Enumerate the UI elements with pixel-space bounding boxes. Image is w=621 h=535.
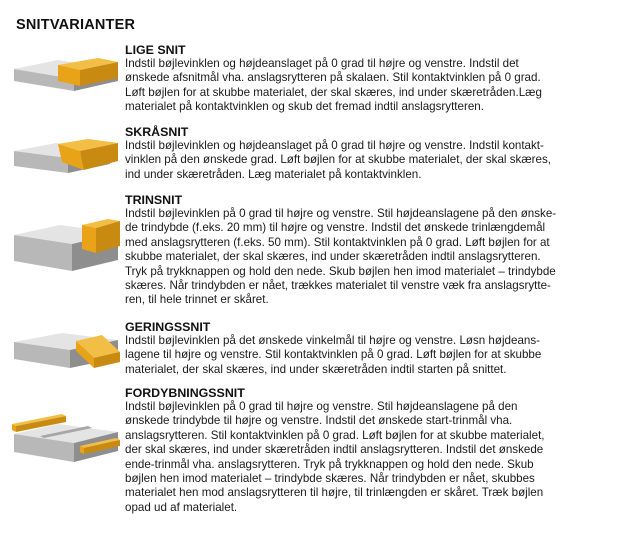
bevel-cut-icon: [10, 137, 122, 179]
recess-cut-icon: [10, 406, 122, 466]
text-line: de trindybde (f.eks. 20 mm) til højre og venstre. Indstil det ønskede trinlængdemål: [125, 221, 546, 235]
section-heading: GERINGSSNIT: [125, 320, 211, 334]
text-line: ren, til hele trinnet er skåret.: [125, 293, 269, 307]
text-line: bøjlen hen imod materialet – trindybde skæres. Når trindybden er nået, skubbes: [125, 472, 535, 486]
section-heading: FORDYBNINGSSNIT: [125, 386, 245, 400]
text-line: skubbe materialet, der skal skæres, ind under skæretråden indtil anslagsrytteren.: [125, 250, 541, 264]
section-heading: TRINSNIT: [125, 193, 183, 207]
text-line: Indstil bøjlevinklen og højdeanslaget på 0 grad til højre og venstre. Indstil kontakt-: [125, 139, 544, 152]
text-line: Løft bøjlen for at skubbe materialet, der skal skæres, ind under skæretråden.Læg: [125, 85, 542, 99]
text-line: vinklen på den ønskede grad. Løft bøjlen for at skubbe materialet, der skal skæres,: [125, 153, 551, 167]
section-heading: SKRÅSNIT: [125, 125, 189, 139]
text-line: med anslagsrytteren (f.eks. 50 mm). Stil kontaktvinklen på 0 grad. Løft bøjlen for at: [125, 235, 550, 249]
text-line: ønskede afsnitmål vha. anslagsrytteren på skalaen. Stil kontaktvinklen på 0 grad.: [125, 71, 541, 85]
text-line: anslagsrytteren. Stil kontaktvinklen på 0 grad. Løft bøjlen for at skubbe materialet,: [125, 428, 545, 442]
text-line: lagene til højre og venstre. Stil kontaktvinklen på 0 grad. Løft bøjlen for at skubbe: [125, 348, 542, 362]
text-line: materialet hen mod anslagsrytteren til højre, til trinlængden er skåret. Træk bøjlen: [125, 486, 544, 500]
section-text: [125, 386, 605, 515]
text-line: skæres. Når trindybden er nået, trækkes materialet til venstre væk fra anslagsrytte-: [125, 279, 551, 293]
section-text: [125, 193, 605, 308]
text-line: ønskede trindybde til højre og venstre. Indstil det ønskede start-trinmål vha.: [125, 414, 513, 428]
section-text: [125, 320, 605, 377]
text-line: ende-trinmål vha. anslagsrytteren. Tryk på trykknappen og hold den nede. Skub: [125, 457, 534, 471]
text-line: ind under skæretråden. Læg materialet på kontaktvinklen.: [125, 167, 422, 181]
text-line: materialet på kontaktvinklen og skub det fremad indtil anslagsrytteren.: [125, 100, 484, 114]
section-heading: LIGE SNIT: [125, 43, 186, 57]
miter-cut-icon: [10, 328, 122, 374]
text-line: opad ud af materialet.: [125, 500, 238, 514]
text-line: Indstil bøjlevinklen på det ønskede vinkelmål til højre og venstre. Løsn højdeans-: [125, 334, 540, 347]
text-line: Tryk på trykknappen og hold den nede. Skub bøjlen hen imod materialet – trindybde: [125, 264, 556, 278]
straight-cut-icon: [10, 55, 122, 99]
text-line: Indstil bøjlevinklen og højdeanslaget på 0 grad til højre og venstre. Indstil det: [125, 57, 519, 70]
section-text: [125, 43, 605, 115]
text-line: Indstil bøjlevinklen på 0 grad til højre og venstre. Stil højdeanslagene på den ønske-: [125, 207, 557, 220]
step-cut-icon: [10, 213, 122, 275]
page-title: SNITVARIANTER: [16, 17, 136, 33]
text-line: der skal skæres, ind under skæretråden indtil anslagsrytteren. Indstil det ønskede: [125, 443, 544, 457]
section-text: [125, 125, 605, 182]
text-line: Indstil bøjlevinklen på 0 grad til højre og venstre. Stil højdeanslagene på den: [125, 400, 518, 413]
text-line: materialet, der skal skæres, ind under skæretråden indtil starten på snittet.: [125, 362, 507, 376]
